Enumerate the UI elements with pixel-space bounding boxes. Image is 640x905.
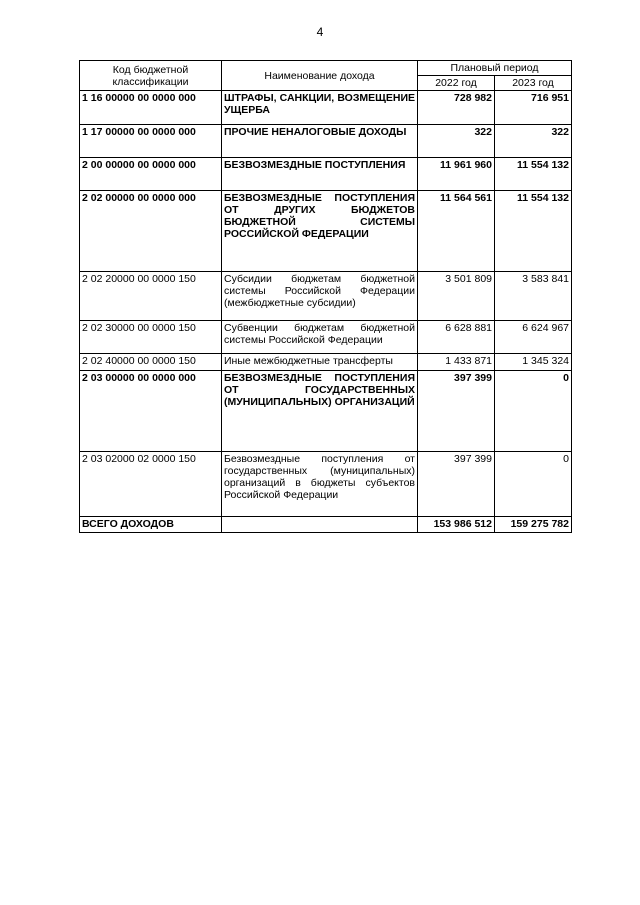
row-value-2023: 0: [495, 452, 572, 517]
row-name: ШТРАФЫ, САНКЦИИ, ВОЗМЕЩЕНИЕ УЩЕРБА: [222, 91, 418, 125]
table-row: [80, 191, 572, 272]
table-row: [80, 272, 572, 321]
row-code: 2 03 00000 00 0000 000: [80, 371, 222, 452]
table-row: [80, 354, 572, 371]
table-row: [80, 371, 572, 452]
header-year-2022: 2022 год: [418, 76, 495, 91]
revenue-table: [79, 60, 572, 533]
row-value-2022: 397 399: [418, 371, 495, 452]
row-code: 1 17 00000 00 0000 000: [80, 125, 222, 158]
row-code: 2 02 00000 00 0000 000: [80, 191, 222, 272]
row-value-2023: 1 345 324: [495, 354, 572, 371]
row-value-2023: 322: [495, 125, 572, 158]
table-row: [80, 158, 572, 191]
row-value-2023: 0: [495, 371, 572, 452]
header-year-2023: 2023 год: [495, 76, 572, 91]
row-value-2023: 3 583 841: [495, 272, 572, 321]
row-code: 2 00 00000 00 0000 000: [80, 158, 222, 191]
table-row: [80, 125, 572, 158]
row-code: 2 02 40000 00 0000 150: [80, 354, 222, 371]
total-value-2023: 159 275 782: [495, 517, 572, 533]
total-value-2022: 153 986 512: [418, 517, 495, 533]
row-value-2022: 1 433 871: [418, 354, 495, 371]
row-value-2022: 728 982: [418, 91, 495, 125]
row-value-2023: 716 951: [495, 91, 572, 125]
row-value-2023: 11 554 132: [495, 158, 572, 191]
row-code: 2 02 30000 00 0000 150: [80, 321, 222, 354]
row-name: Иные межбюджетные трансферты: [222, 354, 418, 371]
row-name: Субвенции бюджетам бюджетной системы Российской Федерации: [222, 321, 418, 354]
row-value-2022: 11 564 561: [418, 191, 495, 272]
total-name: [222, 517, 418, 533]
row-name: ПРОЧИЕ НЕНАЛОГОВЫЕ ДОХОДЫ: [222, 125, 418, 158]
row-value-2023: 6 624 967: [495, 321, 572, 354]
row-value-2022: 322: [418, 125, 495, 158]
table-row: [80, 91, 572, 125]
row-name: Безвозмездные поступления от государственных (муниципальных) организаций в бюджеты субъектов Российской Федерации: [222, 452, 418, 517]
row-value-2022: 11 961 960: [418, 158, 495, 191]
total-row: [80, 517, 572, 533]
row-code: 1 16 00000 00 0000 000: [80, 91, 222, 125]
row-value-2022: 3 501 809: [418, 272, 495, 321]
page-number: 4: [316, 25, 324, 39]
total-label: ВСЕГО ДОХОДОВ: [80, 517, 222, 533]
row-value-2022: 6 628 881: [418, 321, 495, 354]
row-name: БЕЗВОЗМЕЗДНЫЕ ПОСТУПЛЕНИЯ: [222, 158, 418, 191]
header-code: Код бюджетной классификации: [80, 61, 222, 91]
table-row: [80, 452, 572, 517]
table-row: [80, 321, 572, 354]
row-value-2022: 397 399: [418, 452, 495, 517]
row-value-2023: 11 554 132: [495, 191, 572, 272]
header-name: Наименование дохода: [222, 61, 418, 91]
row-code: 2 03 02000 02 0000 150: [80, 452, 222, 517]
header-period: Плановый период: [418, 61, 572, 76]
row-name: БЕЗВОЗМЕЗДНЫЕ ПОСТУПЛЕНИЯ ОТ ДРУГИХ БЮДЖЕТОВ БЮДЖЕТНОЙ СИСТЕМЫ РОССИЙСКОЙ ФЕДЕРАЦИИ: [222, 191, 418, 272]
row-name: БЕЗВОЗМЕЗДНЫЕ ПОСТУПЛЕНИЯ ОТ ГОСУДАРСТВЕННЫХ (МУНИЦИПАЛЬНЫХ) ОРГАНИЗАЦИЙ: [222, 371, 418, 452]
row-name: Субсидии бюджетам бюджетной системы Российской Федерации (межбюджетные субсидии): [222, 272, 418, 321]
row-code: 2 02 20000 00 0000 150: [80, 272, 222, 321]
